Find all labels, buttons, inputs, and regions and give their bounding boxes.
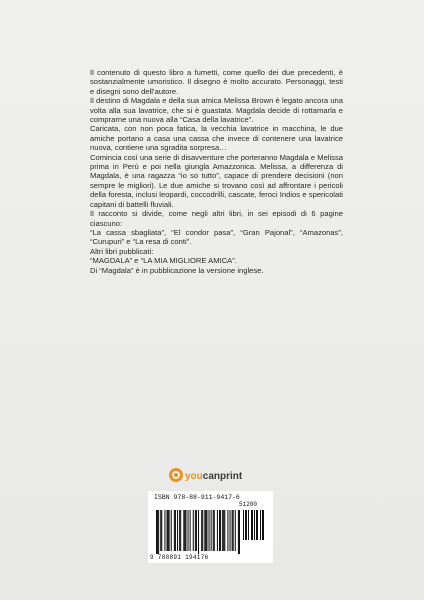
addon-bar xyxy=(262,510,263,540)
blurb-paragraph: Di “Magdala” è in pubblicazione la versione inglese. xyxy=(90,265,264,275)
addon-bar xyxy=(248,510,249,540)
addon-bar xyxy=(252,510,253,540)
ean-barcode xyxy=(154,502,267,554)
barcode-bar xyxy=(157,510,158,554)
blurb-paragraph: “MAGDALA” e “LA MIA MIGLIORE AMICA”. xyxy=(90,256,237,266)
barcode-bar xyxy=(206,510,207,551)
barcode-bar xyxy=(202,510,203,551)
youcanprint-logo-icon xyxy=(169,468,183,482)
barcode-bar xyxy=(224,510,225,551)
barcode-bar xyxy=(211,510,212,551)
barcode-bar xyxy=(214,510,215,551)
barcode-bar xyxy=(204,510,205,551)
addon-bar xyxy=(257,510,258,540)
barcode-bar xyxy=(219,510,220,551)
blurb-paragraph: Il destino di Magdala e della sua amica Melissa Brown è legato ancora una volta alla sua lavatrice, che si è guastata. Magdala decide di rottamarla e comprarne una nuova alla “Casa della lavatrice”. xyxy=(90,96,343,125)
barcode-bar xyxy=(235,510,236,551)
blurb-paragraph: Comincia così una serie di disavventure che porteranno Magdala e Melissa prima in Perù e poi nella giungla Amazzonica. Melissa, a differenza di Magdala, è una ragazza “io so tutto”, capace di prendere decisioni (non sempre le migliori). Le due amiche si trovano così ad affrontare i pericoli della foresta, inclusi leopardi, coccodrilli, cascate, feroci Indios e spericolati capitani di battelli fluviali. xyxy=(90,152,343,209)
barcode-bar xyxy=(227,510,228,551)
barcode-bar xyxy=(156,510,157,554)
barcode-bar xyxy=(169,510,170,551)
barcode-bar xyxy=(238,510,239,554)
barcode-bar xyxy=(168,510,169,551)
blurb-paragraph: Il contenuto di questo libro a fumetti, come quello dei due precedenti, è sostanzialmente umoristico. Il disegno è molto accurato. Personaggi, testi e disegni sono dell’autore. xyxy=(90,68,343,96)
barcode-bar xyxy=(164,510,165,551)
addon-bar xyxy=(243,510,244,540)
barcode-bar xyxy=(161,510,162,551)
blurb-paragraph: Il racconto si divide, come negli altri libri, in sei episodi di 6 pagine ciascuno: xyxy=(90,209,343,228)
barcode-bar xyxy=(233,510,234,551)
barcode-bar xyxy=(230,510,231,551)
barcode-bar xyxy=(232,510,233,551)
blurb-paragraph: “La cassa sbagliata”, “El condor pasa”, “Gran Pajonal”, “Amazonas”, “Curupuri” e “La resa di conti”. xyxy=(90,227,343,247)
barcode-bar xyxy=(213,510,214,551)
blurb-paragraph: Altri libri pubblicati: xyxy=(90,246,154,256)
barcode-bar xyxy=(174,510,175,551)
addon-bar xyxy=(256,510,257,540)
barcode-bar xyxy=(209,510,210,551)
barcode-bar xyxy=(160,510,161,551)
addon-bar xyxy=(263,510,264,540)
blurb-paragraph: Caricata, con non poca fatica, la vecchia lavatrice in macchina, le due amiche portano a casa una cassa che invece di contenere una lavatrice nuova, contiene una sgradita sorpresa… xyxy=(90,124,343,153)
barcode-bar xyxy=(198,510,199,554)
barcode-bar xyxy=(167,510,168,551)
publisher-logo-text: youcanprint xyxy=(185,471,243,482)
addon-bar xyxy=(245,510,246,540)
blurb-text xyxy=(90,68,343,275)
addon-bar xyxy=(246,510,247,540)
addon-bar xyxy=(254,510,255,540)
barcode-panel xyxy=(148,491,273,563)
barcode-bar xyxy=(220,510,221,551)
barcode-bar xyxy=(217,510,218,551)
barcode-bar xyxy=(179,510,180,551)
barcode-bar xyxy=(223,510,224,551)
barcode-bar xyxy=(158,510,159,554)
barcode-bar xyxy=(201,510,202,551)
barcode-bar xyxy=(177,510,178,551)
barcode-bar xyxy=(171,510,172,551)
barcode-bar xyxy=(193,510,194,551)
barcode-bar xyxy=(185,510,186,551)
barcode-bar xyxy=(180,510,181,551)
addon-bar xyxy=(251,510,252,540)
isbn-line xyxy=(154,494,267,501)
barcode-bar xyxy=(205,510,206,551)
barcode-bar xyxy=(195,510,196,551)
barcode-bar xyxy=(239,510,240,554)
price-code: 51200 xyxy=(239,501,258,508)
barcode-bar xyxy=(222,510,223,551)
barcode-bar xyxy=(183,510,184,551)
barcode-bar xyxy=(188,510,189,551)
isbn-number: 978-88-911-9417-6 xyxy=(173,494,240,501)
barcode-bar xyxy=(196,510,197,551)
ean-digits: 9 788891 194176 xyxy=(150,554,209,561)
barcode-bar xyxy=(175,510,176,551)
isbn-label: ISBN xyxy=(154,494,170,501)
addon-bar xyxy=(260,510,261,540)
barcode-bar xyxy=(190,510,191,551)
publisher-logo xyxy=(169,466,242,484)
barcode-bar xyxy=(184,510,185,551)
